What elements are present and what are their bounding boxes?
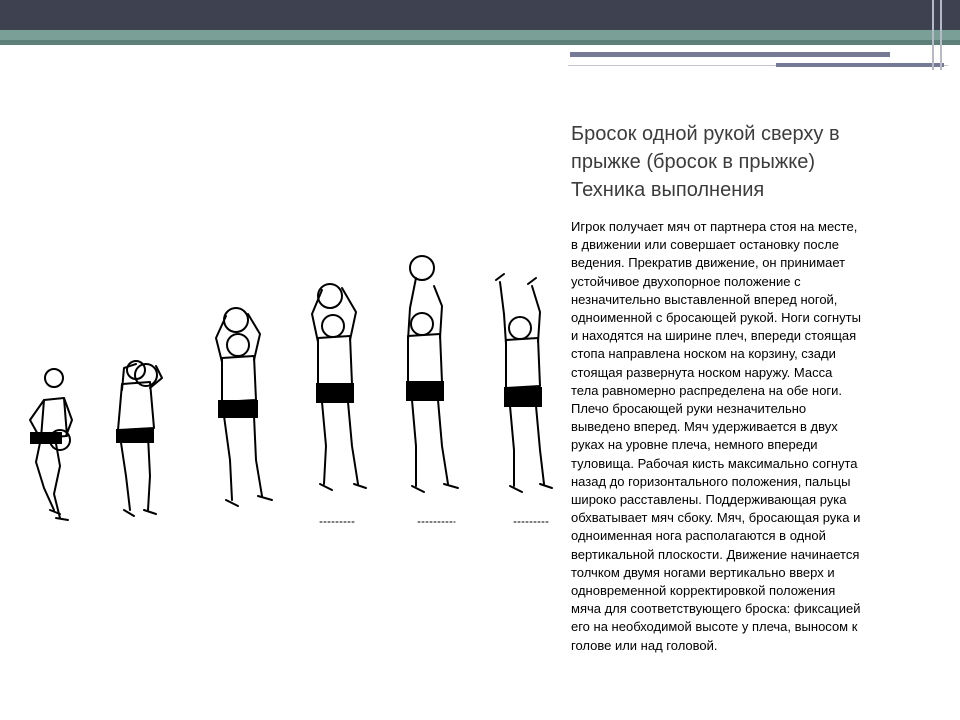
- title-line: прыжке (бросок в прыжке): [571, 151, 816, 173]
- body-line: незначительно выставленной вперед ногой,: [571, 291, 838, 307]
- body-line: стоящая развернута носком наружу. Масса: [571, 364, 833, 380]
- basketball-jump-shot-sequence-icon: [10, 240, 560, 530]
- basketball-icon: [224, 308, 248, 332]
- decor-vertical-line: [940, 0, 942, 70]
- body-line: его на необходимой высоте у плеча, выносом к: [571, 619, 858, 635]
- slide-body-text: [571, 218, 921, 655]
- body-line: и находятся на ширине плеч, впереди стоящая: [571, 328, 857, 344]
- body-line: устойчивое двухопорное положение с: [571, 273, 801, 289]
- header-stripe: [0, 30, 960, 40]
- body-line: тела равномерно распределена на обе ноги.: [571, 382, 843, 398]
- basketball-icon: [318, 284, 342, 308]
- body-line: одноименная нога располагаются в одной: [571, 528, 826, 544]
- body-line: одноименной с бросающей рукой. Ноги согнуты: [571, 310, 861, 326]
- body-line: выведено вперед. Мяч удерживается в двух: [571, 419, 838, 435]
- body-line: широко расставлены. Поддерживающая рука: [571, 492, 847, 508]
- body-line: руках на уровне плеча, немного впереди: [571, 437, 818, 453]
- title-line: Техника выполнения: [571, 179, 765, 201]
- decor-bar: [570, 52, 890, 57]
- body-line: одновременной корректировкой положения: [571, 583, 836, 599]
- body-line: ведения. Прекратив движение, он принимает: [571, 255, 846, 271]
- title-line: Бросок одной рукой сверху в: [571, 123, 840, 145]
- body-line: Игрок получает мяч от партнера стоя на месте,: [571, 219, 858, 234]
- body-line: стопа направлена носком на корзину, сзади: [571, 346, 836, 362]
- decor-bar-short: [776, 63, 944, 67]
- basketball-icon: [410, 256, 434, 280]
- body-line: вертикальной плоскости. Движение начинается: [571, 546, 860, 562]
- header-bar: [0, 0, 960, 30]
- body-line: Плечо бросающей руки незначительно: [571, 401, 807, 417]
- body-line: голове или над головой.: [571, 637, 718, 653]
- player-figure-5: [408, 256, 458, 492]
- decor-vertical-line: [932, 0, 934, 70]
- body-line: туловища. Рабочая кисть максимально согнута: [571, 455, 858, 471]
- body-line: в движении или совершает остановку после: [571, 237, 839, 253]
- body-line: мяча для соответствующего броска: фиксацией: [571, 601, 861, 617]
- body-line: назад до горизонтального положения, пальцы: [571, 473, 851, 489]
- slide-title: [571, 120, 941, 204]
- body-line: обхватывает мяч сбоку. Мяч, бросающая рука и: [571, 510, 861, 526]
- player-figure-1: [30, 369, 72, 520]
- body-line: толчком двумя ногами вертикально вверх и: [571, 564, 835, 580]
- player-figure-6: [496, 274, 552, 492]
